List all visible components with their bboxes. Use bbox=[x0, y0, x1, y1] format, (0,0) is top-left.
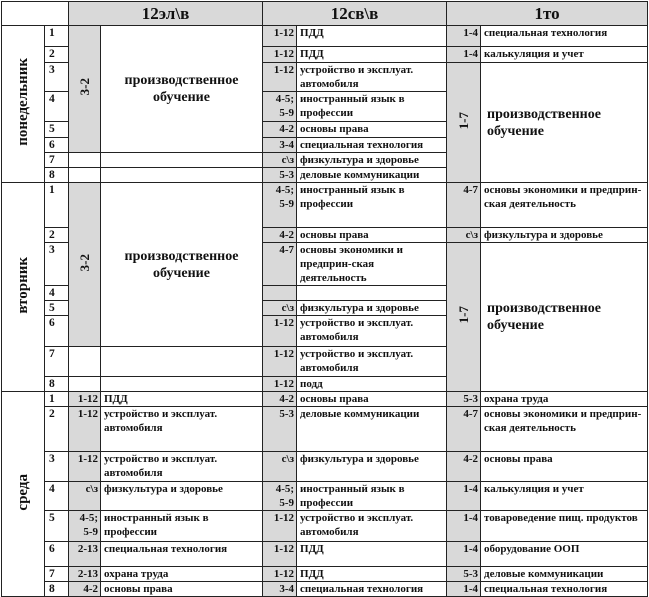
room-cell: 4-2 bbox=[69, 582, 101, 597]
lesson-number: 6 bbox=[45, 138, 69, 153]
room-cell: 5-3 bbox=[263, 168, 297, 183]
room-cell: с\з bbox=[447, 228, 481, 243]
room-cell: с\з bbox=[263, 452, 297, 482]
room-cell: 4-5; 5-9 bbox=[263, 482, 297, 511]
lesson-number: 3 bbox=[45, 63, 69, 92]
lesson-number: 3 bbox=[45, 452, 69, 482]
subject-cell: иностранный язык в профессии bbox=[297, 482, 447, 511]
lesson-number: 4 bbox=[45, 92, 69, 122]
subject-cell: деловые коммуникации bbox=[297, 168, 447, 183]
group-header: 12св\в bbox=[263, 2, 447, 26]
room-cell: 1-12 bbox=[263, 511, 297, 542]
subject-cell: оборудование ООП bbox=[481, 542, 648, 567]
room-cell: 1-4 bbox=[447, 582, 481, 597]
subject-cell: основы права bbox=[297, 392, 447, 407]
room-cell bbox=[263, 286, 297, 301]
lesson-number: 7 bbox=[45, 347, 69, 377]
lesson-number: 2 bbox=[45, 407, 69, 452]
room-cell: 4-7 bbox=[447, 407, 481, 452]
subject-cell: специальная технология bbox=[297, 138, 447, 153]
subject-cell: физкультура и здоровье bbox=[297, 153, 447, 168]
subject-cell: ПДД bbox=[297, 26, 447, 47]
subject-cell: основы права bbox=[481, 452, 648, 482]
subject-cell: основы экономики и предприн-ская деятельность bbox=[481, 407, 648, 452]
day-name: понедельник bbox=[15, 58, 31, 146]
room-cell-empty bbox=[69, 153, 101, 168]
subject-cell: калькуляция и учет bbox=[481, 482, 648, 511]
subject-cell: подд bbox=[297, 377, 447, 392]
subject-cell: физкультура и здоровье bbox=[297, 301, 447, 316]
group-header: 1то bbox=[447, 2, 648, 26]
subject-cell: ПДД bbox=[297, 567, 447, 582]
subject-cell: охрана труда bbox=[101, 567, 263, 582]
subject-cell: основы экономики и предприн-ская деятельность bbox=[297, 243, 447, 286]
room-cell: 1-12 bbox=[69, 407, 101, 452]
subject-cell: устройство и эксплуат. автомобиля bbox=[297, 316, 447, 347]
room-cell-empty bbox=[69, 377, 101, 392]
room-cell: 4-5; 5-9 bbox=[263, 183, 297, 228]
room-cell: 1-4 bbox=[447, 511, 481, 542]
lesson-number: 8 bbox=[45, 168, 69, 183]
subject-cell: ПДД bbox=[297, 47, 447, 63]
room-number: 3-2 bbox=[76, 78, 92, 96]
room-cell: 1-12 bbox=[263, 316, 297, 347]
group-header: 12эл\в bbox=[69, 2, 263, 26]
room-cell: 2-13 bbox=[69, 567, 101, 582]
lesson-row bbox=[2, 452, 648, 482]
subject-cell-empty bbox=[101, 168, 263, 183]
room-cell: 2-13 bbox=[69, 542, 101, 567]
room-number: 3-2 bbox=[76, 253, 92, 272]
room-cell: 3-4 bbox=[263, 582, 297, 597]
room-cell: 4-5; 5-9 bbox=[69, 511, 101, 542]
room-cell: с\з bbox=[69, 482, 101, 511]
subject-cell: устройство и эксплуат. автомобиля bbox=[101, 407, 263, 452]
lesson-row bbox=[2, 542, 648, 567]
subject-cell: производственное обучение bbox=[481, 63, 648, 183]
room-cell: 1-4 bbox=[447, 26, 481, 47]
subject-cell: производственное обучение bbox=[101, 26, 263, 153]
lesson-number: 1 bbox=[45, 183, 69, 228]
room-number: 1-7 bbox=[455, 111, 471, 130]
room-cell-empty bbox=[69, 347, 101, 377]
room-cell: 3-4 bbox=[263, 138, 297, 153]
subject-cell: основы права bbox=[297, 122, 447, 138]
lesson-row bbox=[2, 482, 648, 511]
lesson-number: 8 bbox=[45, 377, 69, 392]
room-cell bbox=[447, 63, 481, 183]
room-cell: 1-4 bbox=[447, 542, 481, 567]
subject-cell-empty bbox=[101, 153, 263, 168]
lesson-number: 5 bbox=[45, 301, 69, 316]
room-cell: 4-7 bbox=[263, 243, 297, 286]
day-label bbox=[2, 392, 45, 597]
subject-cell: устройство и эксплуат. автомобиля bbox=[101, 452, 263, 482]
subject-cell: ПДД bbox=[297, 542, 447, 567]
room-cell: 4-5; 5-9 bbox=[263, 92, 297, 122]
lesson-row bbox=[2, 567, 648, 582]
room-cell: 4-2 bbox=[263, 228, 297, 243]
subject-cell-empty bbox=[101, 377, 263, 392]
room-cell: 5-3 bbox=[447, 392, 481, 407]
subject-cell: товароведение пищ. продуктов bbox=[481, 511, 648, 542]
lesson-number: 3 bbox=[45, 243, 69, 286]
lesson-number: 4 bbox=[45, 286, 69, 301]
room-cell: 4-2 bbox=[263, 392, 297, 407]
room-cell: 1-12 bbox=[69, 392, 101, 407]
room-cell: 5-3 bbox=[263, 407, 297, 452]
room-number: 1-7 bbox=[455, 306, 471, 324]
room-cell: 1-12 bbox=[69, 452, 101, 482]
subject-cell: специальная технология bbox=[481, 26, 648, 47]
subject-cell: производственное обучение bbox=[481, 243, 648, 392]
subject-cell: специальная технология bbox=[297, 582, 447, 597]
lesson-row bbox=[2, 407, 648, 452]
subject-cell: деловые коммуникации bbox=[481, 567, 648, 582]
lesson-number: 6 bbox=[45, 316, 69, 347]
day-name: среда bbox=[15, 473, 31, 511]
lesson-row bbox=[2, 582, 648, 597]
room-cell: 1-12 bbox=[263, 47, 297, 63]
day-label bbox=[2, 26, 45, 183]
corner-cell bbox=[2, 2, 69, 26]
lesson-number: 7 bbox=[45, 567, 69, 582]
room-cell: с\з bbox=[263, 301, 297, 316]
lesson-row bbox=[2, 392, 648, 407]
room-cell: с\з bbox=[263, 153, 297, 168]
lesson-number: 6 bbox=[45, 542, 69, 567]
subject-cell: иностранный язык в профессии bbox=[101, 511, 263, 542]
subject-cell: основы экономики и предприн-ская деятельность bbox=[481, 183, 648, 228]
subject-cell bbox=[297, 286, 447, 301]
day-label bbox=[2, 183, 45, 392]
subject-cell: производственное обучение bbox=[101, 183, 263, 347]
lesson-number: 2 bbox=[45, 47, 69, 63]
room-cell: 1-4 bbox=[447, 482, 481, 511]
room-cell: 1-12 bbox=[263, 542, 297, 567]
lesson-number: 7 bbox=[45, 153, 69, 168]
room-cell: 4-7 bbox=[447, 183, 481, 228]
subject-cell: устройство и эксплуат. автомобиля bbox=[297, 347, 447, 377]
subject-cell: иностранный язык в профессии bbox=[297, 92, 447, 122]
lesson-number: 8 bbox=[45, 582, 69, 597]
room-cell: 1-12 bbox=[263, 26, 297, 47]
subject-cell: деловые коммуникации bbox=[297, 407, 447, 452]
subject-cell: основы права bbox=[297, 228, 447, 243]
room-cell: 1-12 bbox=[263, 567, 297, 582]
subject-cell: специальная технология bbox=[481, 582, 648, 597]
day-name: вторник bbox=[15, 256, 31, 314]
lesson-row bbox=[2, 183, 648, 228]
room-cell: 1-12 bbox=[263, 63, 297, 92]
subject-cell: физкультура и здоровье bbox=[297, 452, 447, 482]
room-cell-empty bbox=[69, 168, 101, 183]
lesson-number: 5 bbox=[45, 122, 69, 138]
room-cell bbox=[69, 26, 101, 153]
room-cell bbox=[447, 243, 481, 392]
subject-cell: иностранный язык в профессии bbox=[297, 183, 447, 228]
room-cell: 5-3 bbox=[447, 567, 481, 582]
room-cell: 1-12 bbox=[263, 377, 297, 392]
subject-cell: ПДД bbox=[101, 392, 263, 407]
header-row bbox=[2, 2, 648, 26]
room-cell: 4-2 bbox=[447, 452, 481, 482]
lesson-number: 5 bbox=[45, 511, 69, 542]
room-cell bbox=[69, 183, 101, 347]
lesson-row bbox=[2, 26, 648, 47]
subject-cell-empty bbox=[101, 347, 263, 377]
subject-cell: основы права bbox=[101, 582, 263, 597]
schedule-table bbox=[1, 1, 648, 597]
subject-cell: физкультура и здоровье bbox=[101, 482, 263, 511]
lesson-number: 1 bbox=[45, 26, 69, 47]
subject-cell: устройство и эксплуат. автомобиля bbox=[297, 511, 447, 542]
subject-cell: устройство и эксплуат. автомобиля bbox=[297, 63, 447, 92]
subject-cell: специальная технология bbox=[101, 542, 263, 567]
lesson-number: 2 bbox=[45, 228, 69, 243]
room-cell: 4-2 bbox=[263, 122, 297, 138]
lesson-number: 4 bbox=[45, 482, 69, 511]
subject-cell: охрана труда bbox=[481, 392, 648, 407]
subject-cell: калькуляция и учет bbox=[481, 47, 648, 63]
room-cell: 1-12 bbox=[263, 347, 297, 377]
subject-cell: физкультура и здоровье bbox=[481, 228, 648, 243]
lesson-number: 1 bbox=[45, 392, 69, 407]
room-cell: 1-4 bbox=[447, 47, 481, 63]
lesson-row bbox=[2, 511, 648, 542]
